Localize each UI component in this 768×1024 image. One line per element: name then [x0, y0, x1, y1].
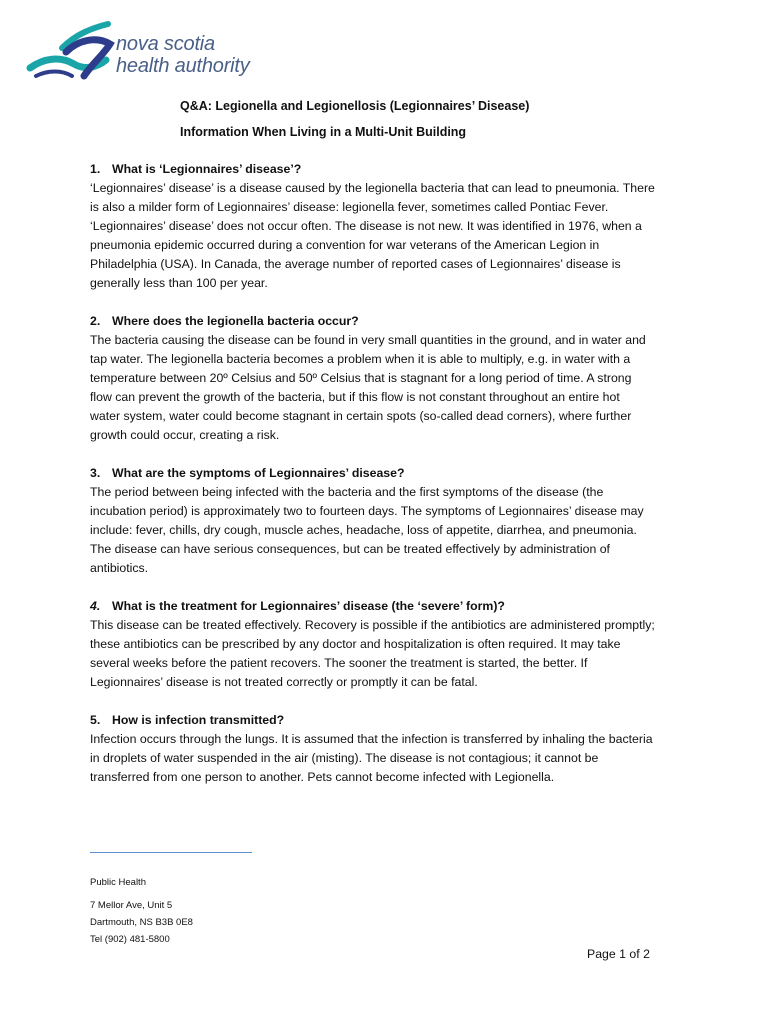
answer-line: Legionnaires’ disease is not treated correctly or promptly it can be fatal.: [90, 675, 478, 689]
answer-line: growth could occur, creating a risk.: [90, 428, 280, 442]
answer-line: The bacteria causing the disease can be found in very small quantities in the ground, and in water and: [90, 333, 646, 347]
answer-paragraph: [90, 179, 700, 293]
footer-divider: [90, 852, 252, 853]
answer-line: include: fever, chills, dry cough, muscle aches, headache, loss of appetite, diarrhea, and pneumonia.: [90, 523, 637, 537]
question-number: 3.: [90, 466, 101, 480]
question-text: What is ‘Legionnaires’ disease’?: [112, 162, 302, 176]
qa-section: [90, 464, 700, 578]
answer-line: several weeks before the patient recovers. The sooner the treatment is started, the better. If: [90, 656, 588, 670]
answer-line: incubation period) is approximately two to fourteen days. The symptoms of Legionnaires’ disease may: [90, 504, 644, 518]
question-heading: [90, 464, 700, 483]
answer-line: This disease can be treated effectively. Recovery is possible if the antibiotics are administered promptly;: [90, 618, 655, 632]
question-text: What are the symptoms of Legionnaires’ disease?: [112, 466, 405, 480]
document-subtitle: Information When Living in a Multi-Unit Building: [180, 125, 467, 139]
question-number: 2.: [90, 314, 101, 328]
answer-line: temperature between 20º Celsius and 50º Celsius that is stagnant for a long period of time. A strong: [90, 371, 632, 385]
page-number: Page 1 of 2: [587, 947, 650, 961]
question-heading: [90, 312, 700, 331]
footer-phone: Tel (902) 481-5800: [90, 934, 170, 945]
qa-section: [90, 597, 700, 692]
question-number: 5.: [90, 713, 101, 727]
question-number: 4.: [90, 599, 101, 613]
answer-paragraph: [90, 331, 700, 445]
nova-scotia-health-logo: [26, 18, 266, 90]
document-body: [90, 160, 700, 806]
answer-line: Infection occurs through the lungs. It is assumed that the infection is transferred by inhaling the bacteria: [90, 732, 653, 746]
answer-line: tap water. The legionella bacteria becomes a problem when it is able to multiply, e.g. in water with a: [90, 352, 631, 366]
footer-address-line: Dartmouth, NS B3B 0E8: [90, 917, 193, 928]
qa-section: [90, 711, 700, 787]
answer-line: these antibiotics can be prescribed by any doctor and hospitalization is often required. It may take: [90, 637, 621, 651]
logo-swoosh-icon: [26, 18, 126, 90]
answer-line: ‘Legionnaires’ disease’ does not occur often. The disease is not new. It was identified in 1976, when a: [90, 219, 642, 233]
answer-line: water system, water could become stagnant in certain spots (so-called dead corners), where further: [90, 409, 632, 423]
answer-line: Philadelphia (USA). In Canada, the average number of reported cases of Legionnaires’ disease is: [90, 257, 621, 271]
answer-line: transferred from one person to another. Pets cannot become infected with Legionella.: [90, 770, 555, 784]
question-number: 1.: [90, 162, 101, 176]
qa-section: [90, 160, 700, 293]
question-heading: [90, 597, 700, 616]
answer-line: ‘Legionnaires’ disease’ is a disease caused by the legionella bacteria that can lead to pneumonia. There: [90, 181, 655, 195]
answer-line: The disease can have serious consequences, but can be treated effectively by administration of: [90, 542, 610, 556]
answer-line: The period between being infected with the bacteria and the first symptoms of the disease (the: [90, 485, 604, 499]
question-heading: [90, 711, 700, 730]
answer-paragraph: [90, 730, 700, 787]
answer-line: flow can prevent the growth of the bacteria, but if this flow is not constant throughout an entire hot: [90, 390, 620, 404]
logo-text-line1: nova scotia: [116, 33, 215, 55]
footer-address: [90, 897, 193, 948]
answer-line: generally less than 100 per year.: [90, 276, 268, 290]
logo-text-line2: health authority: [116, 55, 250, 77]
answer-line: is also a milder form of Legionnaires’ disease: legionella fever, sometimes called Pontiac Fever.: [90, 200, 609, 214]
answer-line: in droplets of water suspended in the air (misting). The disease is not contagious; it cannot be: [90, 751, 599, 765]
document-title: Q&A: Legionella and Legionellosis (Legionnaires’ Disease): [180, 99, 530, 113]
answer-line: pneumonia epidemic occurred during a convention for war veterans of the American Legion in: [90, 238, 600, 252]
qa-section: [90, 312, 700, 445]
question-text: Where does the legionella bacteria occur?: [112, 314, 359, 328]
question-text: How is infection transmitted?: [112, 713, 285, 727]
footer-address-line: 7 Mellor Ave, Unit 5: [90, 900, 173, 911]
question-heading: [90, 160, 700, 179]
question-text: What is the treatment for Legionnaires’ disease (the ‘severe’ form)?: [112, 599, 505, 613]
answer-line: antibiotics.: [90, 561, 149, 575]
answer-paragraph: [90, 616, 700, 692]
answer-paragraph: [90, 483, 700, 578]
footer-department: Public Health: [90, 877, 146, 888]
